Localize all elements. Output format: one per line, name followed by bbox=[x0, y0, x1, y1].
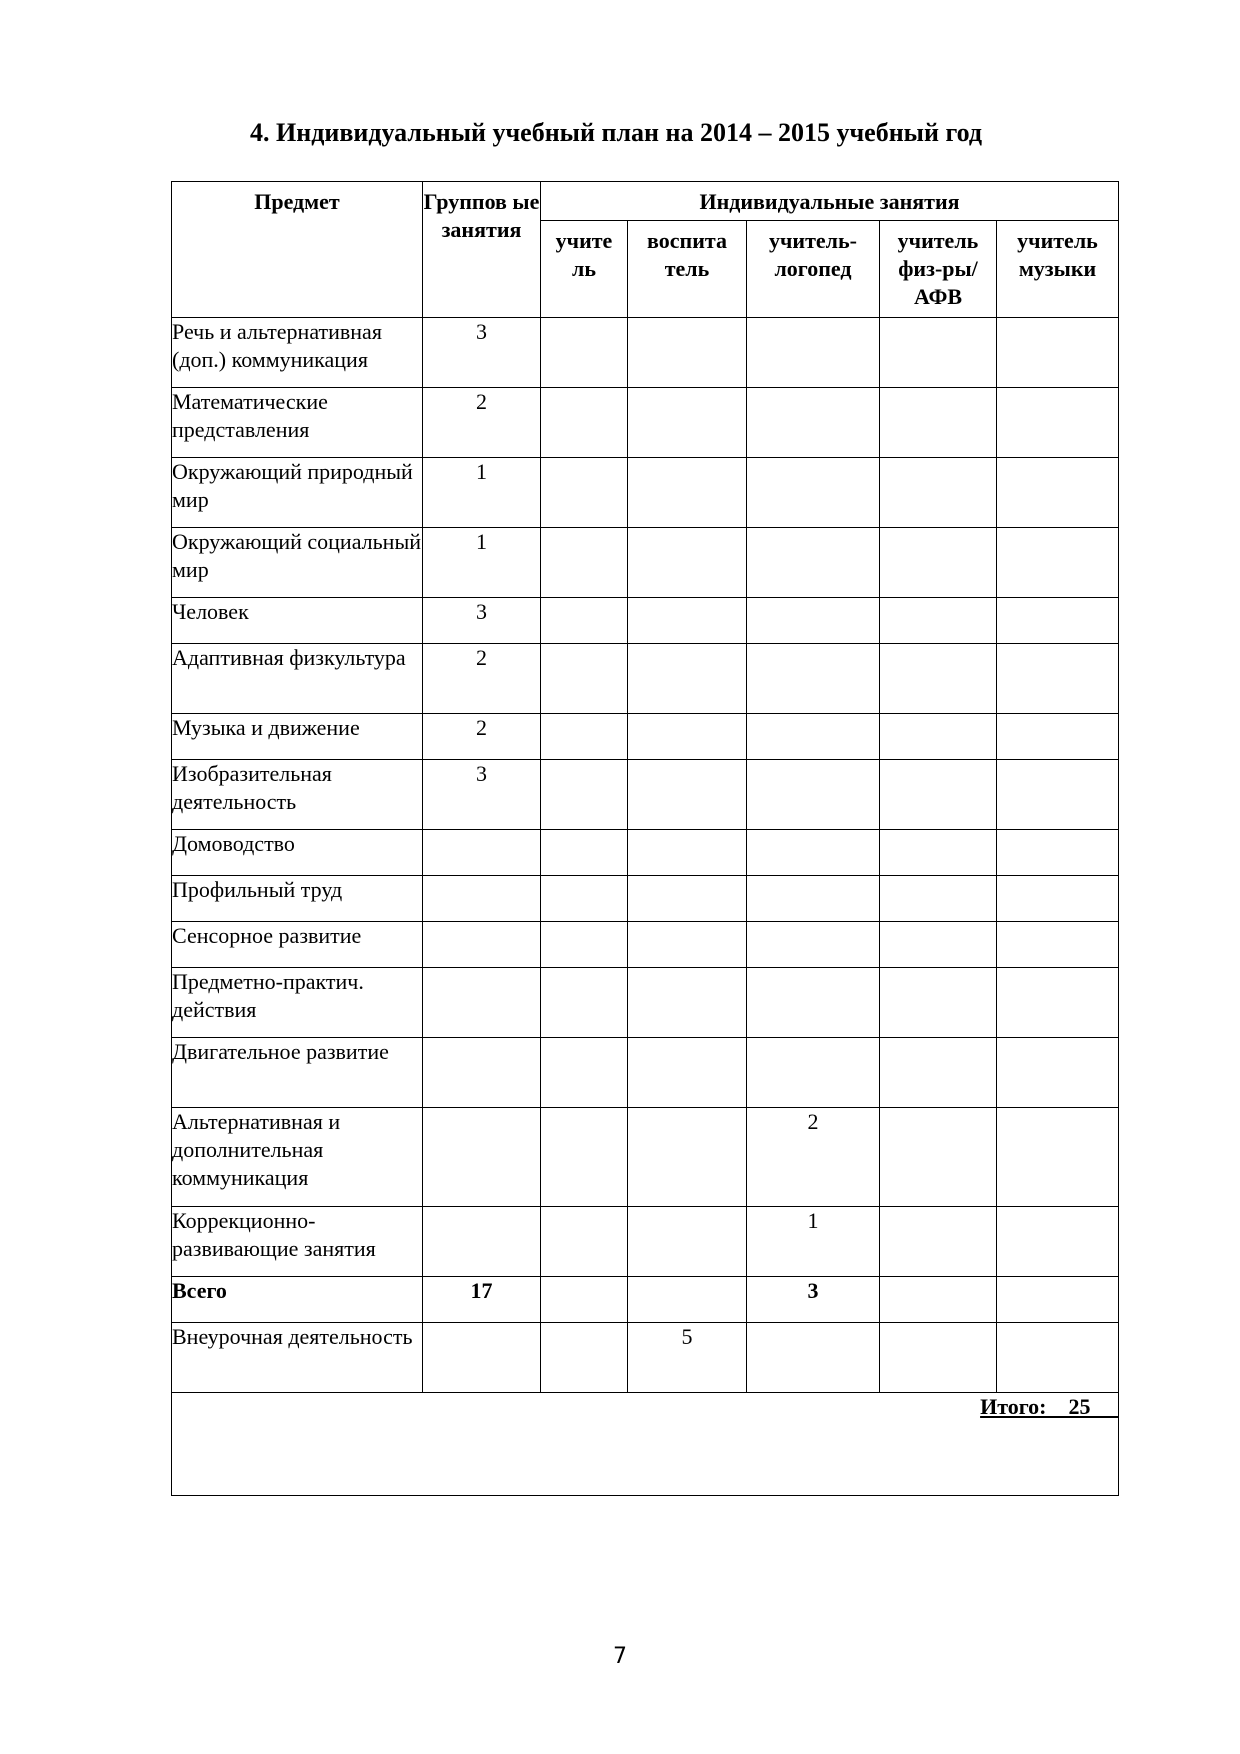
table-row bbox=[172, 1207, 1119, 1277]
table-row bbox=[172, 644, 1119, 714]
pe-cell bbox=[880, 1277, 997, 1323]
educator-cell bbox=[628, 1038, 747, 1108]
teacher-cell bbox=[541, 644, 628, 714]
pe-cell bbox=[880, 318, 997, 388]
page-title: 4. Индивидуальный учебный план на 2014 – 2015 учебный год bbox=[250, 118, 983, 147]
educator-cell bbox=[628, 760, 747, 830]
header-subject: Предмет bbox=[172, 182, 423, 318]
music-cell bbox=[997, 318, 1119, 388]
table-row bbox=[172, 388, 1119, 458]
subject-cell: Окружающий социальный мир bbox=[172, 528, 423, 598]
header-educator: воспита тель bbox=[628, 221, 747, 318]
speech-cell bbox=[747, 968, 880, 1038]
teacher-cell bbox=[541, 598, 628, 644]
pe-cell bbox=[880, 830, 997, 876]
teacher-cell bbox=[541, 1108, 628, 1207]
header-speech-therapist: учитель-логопед bbox=[747, 221, 880, 318]
pe-cell bbox=[880, 644, 997, 714]
subject-cell: Всего bbox=[172, 1277, 423, 1323]
music-cell bbox=[997, 1108, 1119, 1207]
table-row bbox=[172, 598, 1119, 644]
music-cell bbox=[997, 760, 1119, 830]
speech-cell bbox=[747, 1038, 880, 1108]
group-cell: 2 bbox=[423, 714, 541, 760]
table-row bbox=[172, 318, 1119, 388]
subject-cell: Профильный труд bbox=[172, 876, 423, 922]
educator-cell bbox=[628, 1277, 747, 1323]
subject-cell: Речь и альтернативная (доп.) коммуникация bbox=[172, 318, 423, 388]
music-cell bbox=[997, 1207, 1119, 1277]
teacher-cell bbox=[541, 968, 628, 1038]
music-cell bbox=[997, 1323, 1119, 1393]
educator-cell bbox=[628, 388, 747, 458]
speech-cell bbox=[747, 1323, 880, 1393]
table-row bbox=[172, 1323, 1119, 1393]
table-row bbox=[172, 458, 1119, 528]
music-cell bbox=[997, 644, 1119, 714]
table-row bbox=[172, 1108, 1119, 1207]
pe-cell bbox=[880, 1108, 997, 1207]
music-cell bbox=[997, 714, 1119, 760]
pe-cell bbox=[880, 714, 997, 760]
educator-cell bbox=[628, 598, 747, 644]
teacher-cell bbox=[541, 1038, 628, 1108]
group-cell bbox=[423, 1207, 541, 1277]
table-row bbox=[172, 922, 1119, 968]
speech-cell bbox=[747, 528, 880, 598]
table-row bbox=[172, 760, 1119, 830]
table-row bbox=[172, 876, 1119, 922]
subject-cell: Адаптивная физкультура bbox=[172, 644, 423, 714]
pe-cell bbox=[880, 528, 997, 598]
speech-cell: 3 bbox=[747, 1277, 880, 1323]
pe-cell bbox=[880, 1207, 997, 1277]
pe-cell bbox=[880, 598, 997, 644]
header-teacher: учите ль bbox=[541, 221, 628, 318]
study-plan-table bbox=[171, 181, 1119, 1496]
subject-cell: Альтернативная и дополнительная коммуникация bbox=[172, 1108, 423, 1207]
group-cell: 1 bbox=[423, 458, 541, 528]
music-cell bbox=[997, 1277, 1119, 1323]
subject-cell: Изобразительная деятельность bbox=[172, 760, 423, 830]
pe-cell bbox=[880, 458, 997, 528]
teacher-cell bbox=[541, 1277, 628, 1323]
group-cell: 2 bbox=[423, 388, 541, 458]
music-cell bbox=[997, 598, 1119, 644]
header-individual-lessons: Индивидуальные занятия bbox=[541, 182, 1119, 221]
music-cell bbox=[997, 528, 1119, 598]
pe-cell bbox=[880, 922, 997, 968]
speech-cell bbox=[747, 598, 880, 644]
subject-cell: Внеурочная деятельность bbox=[172, 1323, 423, 1393]
music-cell bbox=[997, 1038, 1119, 1108]
group-cell: 1 bbox=[423, 528, 541, 598]
subject-cell: Двигательное развитие bbox=[172, 1038, 423, 1108]
total-label: Итого: bbox=[980, 1394, 1047, 1419]
educator-cell bbox=[628, 714, 747, 760]
total-cell bbox=[172, 1393, 1119, 1496]
total-line bbox=[980, 1394, 1118, 1419]
table-row bbox=[172, 1038, 1119, 1108]
subject-cell: Коррекционно-развивающие занятия bbox=[172, 1207, 423, 1277]
speech-cell bbox=[747, 760, 880, 830]
educator-cell bbox=[628, 644, 747, 714]
pe-cell bbox=[880, 876, 997, 922]
header-music-teacher: учитель музыки bbox=[997, 221, 1119, 318]
teacher-cell bbox=[541, 714, 628, 760]
educator-cell bbox=[628, 318, 747, 388]
teacher-cell bbox=[541, 388, 628, 458]
teacher-cell bbox=[541, 318, 628, 388]
subject-cell: Домоводство bbox=[172, 830, 423, 876]
pe-cell bbox=[880, 1323, 997, 1393]
speech-cell bbox=[747, 388, 880, 458]
speech-cell: 1 bbox=[747, 1207, 880, 1277]
table-row bbox=[172, 528, 1119, 598]
group-cell: 3 bbox=[423, 318, 541, 388]
speech-cell bbox=[747, 644, 880, 714]
music-cell bbox=[997, 458, 1119, 528]
speech-cell bbox=[747, 318, 880, 388]
table-row bbox=[172, 968, 1119, 1038]
group-cell: 3 bbox=[423, 760, 541, 830]
group-cell bbox=[423, 1323, 541, 1393]
subject-cell: Математические представления bbox=[172, 388, 423, 458]
speech-cell bbox=[747, 714, 880, 760]
educator-cell bbox=[628, 876, 747, 922]
subject-cell: Человек bbox=[172, 598, 423, 644]
speech-cell: 2 bbox=[747, 1108, 880, 1207]
table-row bbox=[172, 714, 1119, 760]
group-cell bbox=[423, 968, 541, 1038]
teacher-cell bbox=[541, 1207, 628, 1277]
teacher-cell bbox=[541, 876, 628, 922]
header-pe-teacher: учитель физ-ры/АФВ bbox=[880, 221, 997, 318]
educator-cell: 5 bbox=[628, 1323, 747, 1393]
educator-cell bbox=[628, 458, 747, 528]
speech-cell bbox=[747, 458, 880, 528]
pe-cell bbox=[880, 388, 997, 458]
teacher-cell bbox=[541, 922, 628, 968]
speech-cell bbox=[747, 922, 880, 968]
group-cell bbox=[423, 876, 541, 922]
educator-cell bbox=[628, 528, 747, 598]
header-group-lessons: Группов ые занятия bbox=[423, 182, 541, 318]
group-cell: 2 bbox=[423, 644, 541, 714]
table-body bbox=[172, 318, 1119, 1393]
music-cell bbox=[997, 968, 1119, 1038]
educator-cell bbox=[628, 968, 747, 1038]
pe-cell bbox=[880, 760, 997, 830]
group-cell bbox=[423, 1108, 541, 1207]
music-cell bbox=[997, 922, 1119, 968]
subject-cell: Предметно-практич. действия bbox=[172, 968, 423, 1038]
teacher-cell bbox=[541, 830, 628, 876]
teacher-cell bbox=[541, 760, 628, 830]
table-row bbox=[172, 1277, 1119, 1323]
group-cell bbox=[423, 830, 541, 876]
total-value: 25 bbox=[1068, 1394, 1091, 1419]
educator-cell bbox=[628, 1108, 747, 1207]
teacher-cell bbox=[541, 528, 628, 598]
table-row bbox=[172, 830, 1119, 876]
pe-cell bbox=[880, 1038, 997, 1108]
teacher-cell bbox=[541, 1323, 628, 1393]
music-cell bbox=[997, 830, 1119, 876]
group-cell bbox=[423, 922, 541, 968]
educator-cell bbox=[628, 830, 747, 876]
group-cell: 3 bbox=[423, 598, 541, 644]
subject-cell: Сенсорное развитие bbox=[172, 922, 423, 968]
teacher-cell bbox=[541, 458, 628, 528]
subject-cell: Окружающий природный мир bbox=[172, 458, 423, 528]
page-number: 7 bbox=[613, 1644, 627, 1669]
speech-cell bbox=[747, 830, 880, 876]
group-cell bbox=[423, 1038, 541, 1108]
music-cell bbox=[997, 388, 1119, 458]
pe-cell bbox=[880, 968, 997, 1038]
speech-cell bbox=[747, 876, 880, 922]
group-cell: 17 bbox=[423, 1277, 541, 1323]
music-cell bbox=[997, 876, 1119, 922]
subject-cell: Музыка и движение bbox=[172, 714, 423, 760]
educator-cell bbox=[628, 1207, 747, 1277]
educator-cell bbox=[628, 922, 747, 968]
